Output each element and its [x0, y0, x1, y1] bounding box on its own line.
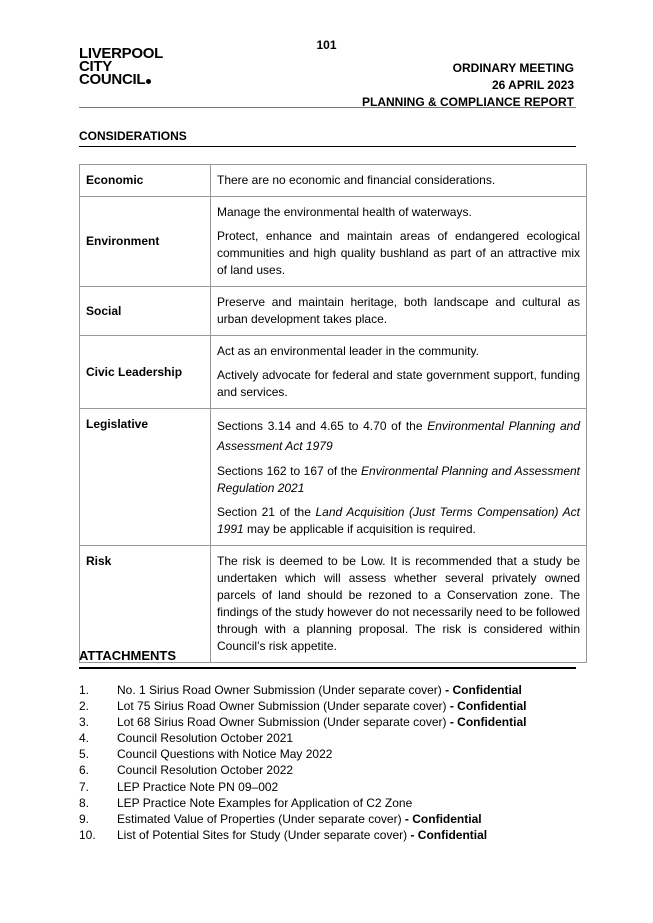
confidential-flag: - Confidential [446, 699, 527, 714]
attachment-item[interactable] [79, 698, 579, 714]
attachment-title: Council Questions with Notice May 2022 [117, 747, 333, 762]
table-row [80, 546, 587, 663]
attachment-text [117, 682, 522, 698]
attachment-item[interactable] [79, 827, 579, 843]
environment-paragraph: Protect, enhance and maintain areas of endangered ecological communities and high quality bushland as part of an attractive mix of land uses. [217, 229, 580, 277]
legislative-paragraph [217, 504, 580, 538]
logo-line-3: COUNCIL [79, 71, 146, 88]
legislative-text-plain: Sections 162 to 167 of the [217, 464, 362, 478]
confidential-flag: - Confidential [441, 683, 522, 697]
attachment-item[interactable] [79, 746, 579, 762]
civic-paragraph: Actively advocate for federal and state government support, funding and services. [217, 368, 580, 399]
attachment-text [117, 795, 412, 811]
environment-label: Environment [80, 197, 211, 287]
table-row [80, 287, 587, 336]
environment-text [211, 197, 587, 287]
attachment-text [117, 730, 293, 746]
attachment-title: List of Potential Sites for Study (Under separate cover) [117, 827, 408, 842]
attachment-title: Lot 68 Sirius Road Owner Submission (Under separate cover) [117, 715, 447, 730]
table-row [80, 197, 587, 287]
legislative-paragraph [217, 463, 580, 497]
legislative-text-plain: Section 21 of the [217, 505, 316, 519]
considerations-title: CONSIDERATIONS [79, 129, 187, 143]
meeting-header [362, 60, 574, 111]
attachment-title: Lot 75 Sirius Road Owner Submission (Under separate cover) [117, 699, 447, 714]
attachment-title: Council Resolution October 2022 [117, 763, 294, 778]
attachment-text [117, 714, 526, 730]
attachment-item[interactable] [79, 779, 579, 795]
report-name: PLANNING & COMPLIANCE REPORT [361, 95, 574, 109]
attachment-number: 3. [79, 715, 90, 730]
regulation-title: Environmental Planning and Assessment Regulation 2021 [217, 464, 581, 495]
act-title: Land Acquisition (Just Terms Compensation) Act 1991 [217, 505, 580, 536]
civic-leadership-label: Civic Leadership [80, 336, 211, 409]
act-title: Environmental Planning and Assessment Act 1979 [217, 419, 580, 453]
attachment-number: 5. [79, 747, 90, 762]
attachment-title: Council Resolution October 2021 [117, 731, 294, 746]
legislative-text-plain: may be applicable if acquisition is required. [243, 522, 476, 536]
environment-paragraph: Manage the environmental health of waterways. [217, 205, 472, 219]
attachment-number: 8. [79, 795, 90, 810]
logo-line-2: CITY [79, 58, 112, 75]
attachment-text [117, 811, 482, 827]
attachment-title: No. 1 Sirius Road Owner Submission (Under separate cover) [117, 683, 442, 697]
attachment-text [117, 762, 293, 778]
table-row [80, 409, 587, 546]
attachment-text [117, 827, 487, 843]
confidential-flag: - Confidential [401, 811, 482, 826]
attachment-title: LEP Practice Note PN 09–002 [117, 779, 279, 794]
attachment-item[interactable] [79, 795, 579, 811]
considerations-table [79, 164, 587, 663]
attachment-item[interactable] [79, 682, 579, 698]
economic-text: There are no economic and financial considerations. [211, 165, 587, 197]
social-text: Preserve and maintain heritage, both landscape and cultural as urban development takes place. [211, 287, 587, 336]
attachment-number: 4. [79, 731, 90, 746]
attachment-number: 9. [79, 811, 90, 826]
attachment-number: 1. [79, 683, 90, 697]
attachment-number: 6. [79, 763, 90, 778]
logo-dot-icon [146, 79, 151, 84]
logo-line-1: LIVERPOOL [79, 45, 163, 62]
legislative-label: Legislative [80, 409, 211, 546]
attachment-number: 2. [79, 699, 90, 714]
attachment-item[interactable] [79, 811, 579, 827]
page-number: 101 [316, 38, 337, 52]
considerations-rule [79, 146, 576, 147]
attachment-text [117, 698, 526, 714]
attachment-item[interactable] [79, 730, 579, 746]
header-divider [79, 107, 576, 108]
attachments-list [79, 682, 579, 843]
attachment-text [117, 779, 278, 795]
attachment-item[interactable] [79, 714, 579, 730]
attachment-text [117, 746, 332, 762]
meeting-date: 26 APRIL 2023 [491, 78, 574, 92]
attachment-title: LEP Practice Note Examples for Application of C2 Zone [117, 795, 413, 810]
attachment-title: Estimated Value of Properties (Under separate cover) [117, 811, 402, 826]
confidential-flag: - Confidential [407, 827, 488, 842]
meeting-type: ORDINARY MEETING [452, 61, 574, 75]
table-row [80, 336, 587, 409]
risk-text: The risk is deemed to be Low. It is recommended that a study be undertaken which will assess whether several privately owned parcels of land should be rezoned to a Conservation zone. The findings of the study however do not necessarily need to be followed through with a planning proposal. The risk is considered within Council’s risk appetite. [211, 546, 587, 663]
risk-label: Risk [80, 546, 211, 663]
legislative-text-plain: Sections 3.14 and 4.65 to 4.70 of the [217, 419, 428, 433]
attachment-item[interactable] [79, 762, 579, 778]
attachments-title: ATTACHMENTS [79, 648, 177, 663]
economic-label: Economic [80, 165, 211, 197]
confidential-flag: - Confidential [446, 715, 527, 730]
table-row [80, 165, 587, 197]
social-label: Social [80, 287, 211, 336]
civic-paragraph: Act as an environmental leader in the community. [217, 344, 479, 358]
legislative-text [211, 409, 587, 546]
attachment-number: 7. [79, 779, 90, 794]
legislative-paragraph [217, 416, 580, 456]
attachments-rule [79, 667, 576, 669]
council-logo [79, 47, 163, 86]
attachment-number: 10. [79, 827, 96, 842]
civic-leadership-text [211, 336, 587, 409]
